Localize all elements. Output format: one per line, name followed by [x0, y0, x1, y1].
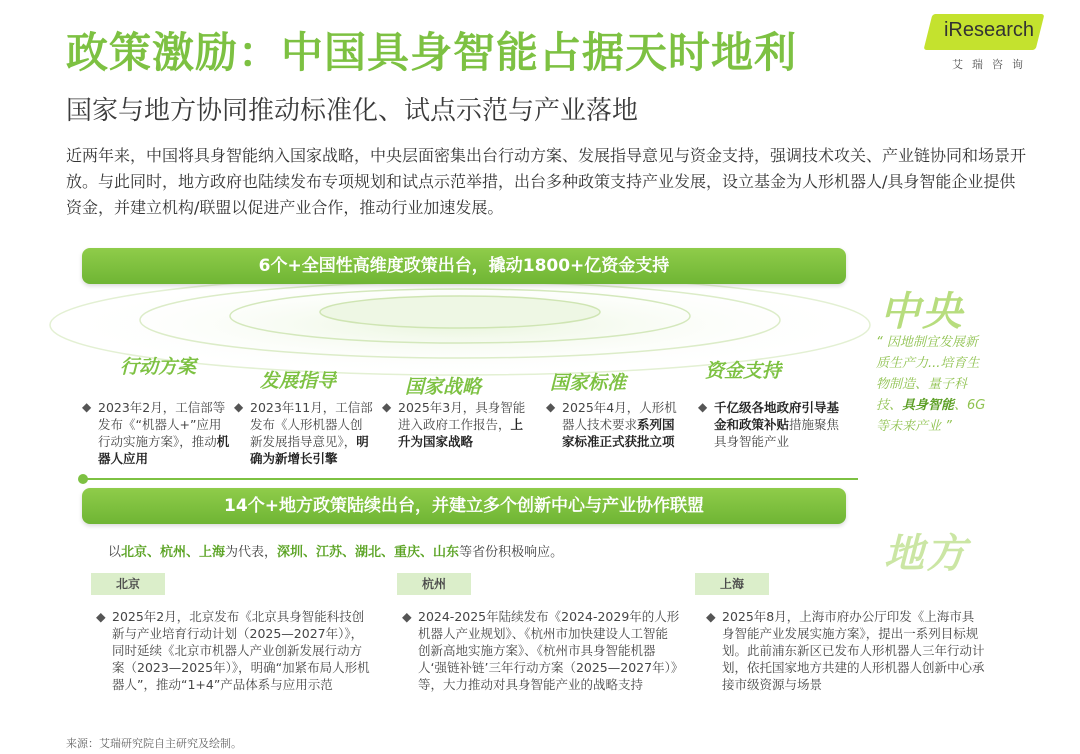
bullet-text: 2023年2月，工信部等发布《“机器人+”应用行动实施方案》，推动	[98, 400, 226, 449]
city-text-content: 2025年8月，上海市府办公厅印发《上海市具身智能产业发展实施方案》，提出一系列目标规划。此前浦东新区已发布人形机器人三年行动计划，依托国家地方共建的人形机器人创新中心承接市级资源与场景	[722, 609, 985, 692]
bullet-highlight: 明确为新增长引擎	[250, 434, 369, 466]
page-subtitle: 国家与地方协同推动标准化、试点示范与产业落地	[66, 96, 639, 126]
diamond-bullet-icon: ◆	[382, 400, 392, 414]
central-quote	[876, 332, 988, 437]
cities-highlight-2: 深圳、江苏、湖北、重庆、山东	[277, 545, 460, 560]
logo-text: iResearch	[943, 19, 1034, 41]
bullet-highlight: 系列国家标准正式获批立项	[562, 417, 675, 449]
category-development-guidance: 发展指导	[260, 370, 337, 392]
cities-text-1: 以	[108, 545, 122, 560]
logo-subtext: 艾瑞咨询	[952, 58, 1032, 71]
diamond-bullet-icon: ◆	[96, 609, 106, 624]
central-label: 中央	[880, 289, 964, 335]
city-text-content: 2024-2025年陆续发布《2024-2029年的人形机器人产业规划》、《杭州市加快建设人工智能创新高地实施方案》、《杭州市具身智能机器人‘强链补链’三年行动方案（2025—2027年）》等，大力推动对具身智能产业的战略支持	[418, 609, 680, 692]
diamond-bullet-icon: ◆	[82, 400, 92, 414]
local-label: 地方	[884, 531, 968, 577]
timeline-dot	[78, 474, 88, 484]
bullet-text: 2023年11月，工信部发布《人形机器人创新发展指导意见》，	[250, 400, 373, 449]
category-national-standard: 国家标准	[550, 372, 627, 394]
bullet-development-guidance	[234, 399, 374, 467]
bullet-text: 2025年3月，具身智能进入政府工作报告，	[398, 400, 526, 432]
category-action-plan: 行动方案	[120, 356, 197, 378]
cities-summary	[108, 541, 563, 560]
diamond-bullet-icon: ◆	[234, 400, 244, 414]
bullet-text-tail: 措施聚焦具身智能产业	[714, 417, 840, 449]
bullet-national-standard	[546, 399, 686, 450]
local-banner: 14个+地方政策陆续出台，并建立多个创新中心与产业协作联盟	[82, 488, 846, 524]
cities-highlight-1: 北京、杭州、上海	[121, 545, 226, 560]
category-funding-support: 资金支持	[705, 360, 782, 382]
bullet-highlight: 上升为国家战略	[398, 417, 524, 449]
diamond-bullet-icon: ◆	[402, 609, 412, 624]
diamond-bullet-icon: ◆	[706, 609, 716, 624]
diamond-bullet-icon: ◆	[698, 400, 708, 414]
bullet-text: 2025年4月，人形机器人技术要求	[562, 400, 677, 432]
bullet-highlight: 千亿级各地政府引导基金和政策补贴	[714, 400, 840, 432]
bullet-action-plan	[82, 399, 230, 467]
intro-paragraph: 近两年来，中国将具身智能纳入国家战略，中央层面密集出台行动方案、发展指导意见与资金支持，强调技术攻关、产业链协同和场景开放。与此同时，地方政府也陆续发布专项规划和试点示范举措，出台多种政策支持产业发展，设立基金为人形机器人/具身智能企业提供资金，并建立机构/联盟以促进产业合作，推动行业加速发展。	[66, 146, 1027, 217]
quote-text-1: “ 因地制宜发展新质生产力...培育生物制造、量子科技、	[876, 335, 980, 413]
page-title: 政策激励：中国具身智能占据天时地利	[66, 28, 798, 77]
bullet-national-strategy	[382, 399, 528, 450]
city-tag-hangzhou: 杭州	[397, 573, 471, 595]
category-national-strategy: 国家战略	[405, 376, 482, 398]
city-text-hangzhou	[402, 608, 680, 693]
city-tag-beijing: 北京	[91, 573, 165, 595]
source-note: 来源：艾瑞研究院自主研究及绘制。	[66, 737, 242, 750]
city-tag-shanghai: 上海	[695, 573, 769, 595]
central-banner: 6个+全国性高维度政策出台，撬动1800+亿资金支持	[82, 248, 846, 284]
bullet-funding-support	[698, 399, 842, 450]
bullet-highlight: 机器人应用	[98, 434, 230, 466]
city-text-shanghai	[706, 608, 986, 693]
city-text-beijing	[96, 608, 374, 693]
city-text-content: 2025年2月，北京发布《北京具身智能科技创新与产业培育行动计划（2025—2027年）》，同时延续《北京市机器人产业创新发展行动方案（2023—2025年）》，明确“加紧布局人形机器人”，推动“1+4”产品体系与应用示范	[112, 609, 370, 692]
timeline-divider	[82, 478, 858, 480]
cities-text-2: 为代表，	[225, 545, 278, 560]
quote-text-2: 、6G 等未来产业 ”	[876, 398, 986, 434]
quote-highlight: 具身智能	[902, 398, 955, 413]
diamond-bullet-icon: ◆	[546, 400, 556, 414]
iresearch-logo	[920, 14, 1040, 74]
cities-text-3: 等省份积极响应。	[459, 545, 564, 560]
